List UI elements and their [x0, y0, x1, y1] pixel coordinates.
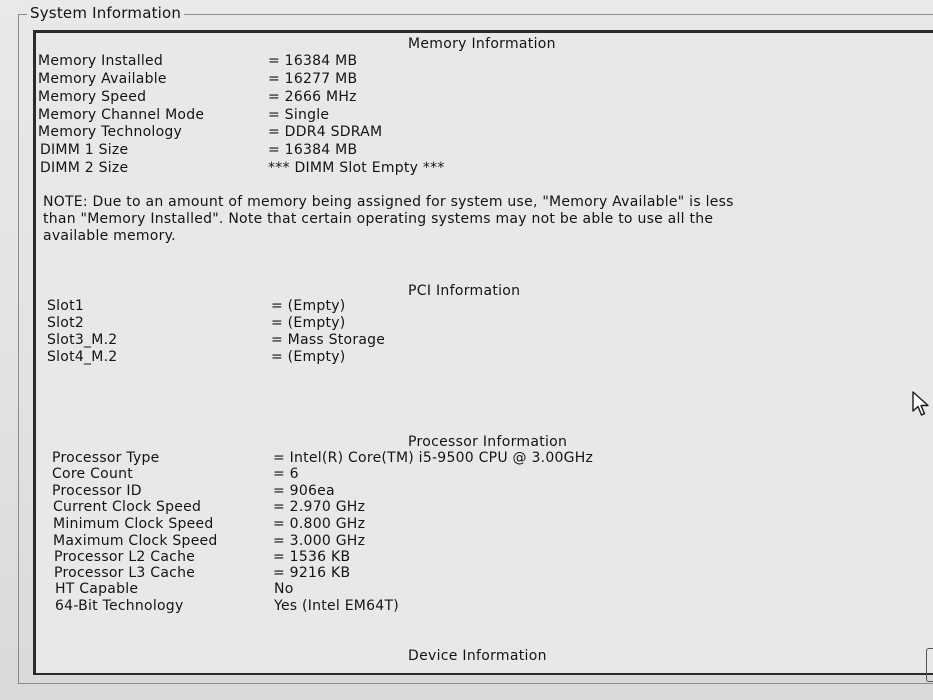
row-value: = 0.800 GHz	[273, 516, 366, 532]
note-line-2: than "Memory Installed". Note that certain operating systems may not be able to use all the	[43, 211, 714, 227]
note-line-1: NOTE: Due to an amount of memory being assigned for system use, "Memory Available" is less	[43, 194, 734, 210]
row-value: = 2666 MHz	[268, 89, 357, 105]
row-label: Slot1	[47, 298, 84, 314]
row-value: = 16384 MB	[268, 53, 358, 69]
row-label: Memory Channel Mode	[38, 107, 205, 123]
row-label: 64-Bit Technology	[55, 598, 184, 614]
row-value: = 2.970 GHz	[273, 499, 366, 515]
row-value: = 6	[273, 466, 299, 482]
row-label: Memory Available	[38, 71, 167, 87]
row-value: Yes (Intel EM64T)	[274, 598, 399, 614]
mouse-pointer-icon	[911, 391, 931, 417]
row-value: = Intel(R) Core(TM) i5-9500 CPU @ 3.00GHz	[273, 450, 594, 466]
row-label: HT Capable	[55, 581, 139, 597]
memory-section-title: Memory Information	[408, 36, 556, 52]
row-label: Current Clock Speed	[53, 499, 202, 515]
row-label: Memory Installed	[38, 53, 164, 69]
row-value: = (Empty)	[271, 298, 346, 314]
row-label: Memory Technology	[38, 124, 183, 140]
row-label: Processor L3 Cache	[54, 565, 196, 581]
row-label: Slot2	[47, 315, 84, 331]
row-label: Processor Type	[52, 450, 160, 466]
processor-section-title: Processor Information	[408, 434, 568, 450]
row-label: DIMM 1 Size	[40, 142, 129, 158]
pci-section-title: PCI Information	[408, 283, 521, 299]
row-label: DIMM 2 Size	[40, 160, 129, 176]
row-value: = 906ea	[273, 483, 335, 499]
row-label: Processor ID	[52, 483, 142, 499]
row-value: = 16277 MB	[268, 71, 358, 87]
row-value: = 9216 KB	[273, 565, 351, 581]
row-value: No	[274, 581, 294, 597]
row-value: = Mass Storage	[271, 332, 386, 348]
row-label: Memory Speed	[38, 89, 147, 105]
memory-note	[43, 194, 843, 245]
row-label: Minimum Clock Speed	[53, 516, 214, 532]
group-title: System Information	[27, 4, 184, 22]
row-value: = (Empty)	[271, 349, 346, 365]
row-label: Maximum Clock Speed	[53, 533, 218, 549]
row-value: = 1536 KB	[273, 549, 351, 565]
row-value: = 3.000 GHz	[273, 533, 366, 549]
row-label: Slot4_M.2	[47, 349, 118, 365]
note-line-3: available memory.	[43, 228, 176, 244]
row-label: Core Count	[52, 466, 133, 482]
scrollbar-edge[interactable]	[926, 648, 933, 682]
row-value: = (Empty)	[271, 315, 346, 331]
device-section-title: Device Information	[408, 648, 547, 664]
row-value: *** DIMM Slot Empty ***	[268, 160, 445, 176]
row-value: = 16384 MB	[268, 142, 358, 158]
row-label: Slot3_M.2	[47, 332, 118, 348]
row-value: = DDR4 SDRAM	[268, 124, 383, 140]
row-label: Processor L2 Cache	[54, 549, 196, 565]
row-value: = Single	[268, 107, 330, 123]
